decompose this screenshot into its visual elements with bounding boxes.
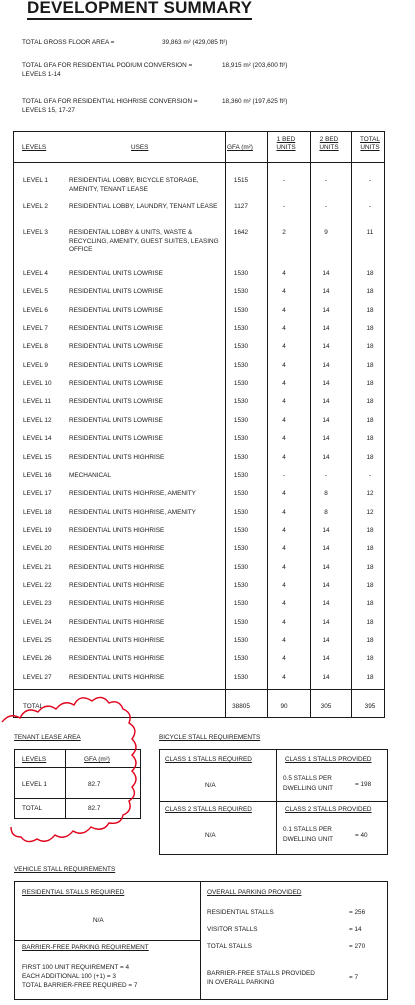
two-bed-cell: 14 xyxy=(322,581,330,589)
tenant-row-level: LEVEL 1 xyxy=(22,781,47,788)
total-units-cell: 18 xyxy=(366,325,374,333)
gfa-cell: 1530 xyxy=(233,673,249,681)
uses-cell: RESIDENTIAL UNITS LOWRISE xyxy=(69,288,163,296)
uses-cell: RESIDENTIAL UNITS HIGHRISE xyxy=(69,453,165,461)
visitor-stalls-value: = 14 xyxy=(349,926,362,933)
two-bed-cell: 9 xyxy=(324,229,328,236)
uses-cell: RESIDENTIAL UNITS HIGHRISE xyxy=(69,600,165,608)
residential-required-value: N/A xyxy=(93,917,104,924)
uses-cell: RESIDENTIAL UNITS HIGHRISE xyxy=(69,637,165,644)
overall-parking-header: OVERALL PARKING PROVIDED xyxy=(207,889,302,896)
header-total-line1: TOTAL xyxy=(359,136,380,143)
gfa-cell: 1515 xyxy=(233,177,249,184)
two-bed-cell: 14 xyxy=(322,618,330,626)
class1-required-value: N/A xyxy=(205,782,216,789)
total-units-cell: - xyxy=(368,177,372,184)
gfa-cell: 1530 xyxy=(233,490,249,498)
total-units-cell: 18 xyxy=(366,288,374,296)
gfa-cell: 1530 xyxy=(233,343,249,351)
total-units-cell: 18 xyxy=(366,526,374,534)
gfa-cell: 1530 xyxy=(233,288,249,296)
one-bed-cell: 4 xyxy=(282,618,286,626)
two-bed-cell: 14 xyxy=(322,637,330,644)
vehicle-table xyxy=(14,881,388,1000)
uses-cell: RESIDENTIAL UNITS LOWRISE xyxy=(69,416,163,424)
uses-cell: RESIDENTIAL UNITS HIGHRISE, AMENITY xyxy=(69,490,196,498)
total-units: 395 xyxy=(364,703,376,710)
level-cell: LEVEL 22 xyxy=(23,581,52,589)
gfa-cell: 1530 xyxy=(233,380,249,388)
level-cell: LEVEL 16 xyxy=(23,471,52,479)
uses-cell: RESIDENTIAL UNITS LOWRISE xyxy=(69,343,163,351)
residential-required-header: RESIDENTIAL STALLS REQUIRED xyxy=(22,889,125,896)
class1-required-header: CLASS 1 STALLS REQUIRED xyxy=(165,756,252,763)
level-cell: LEVEL 20 xyxy=(23,545,52,553)
gfa-cell: 1530 xyxy=(233,416,249,424)
uses-cell: RESIDENTIAL UNITS HIGHRISE xyxy=(69,618,165,626)
total-gfa-label: TOTAL GROSS FLOOR AREA = xyxy=(22,39,115,46)
gfa-cell: 1530 xyxy=(233,563,249,571)
level-cell: LEVEL 15 xyxy=(23,453,52,461)
total-units-cell: 18 xyxy=(366,416,374,424)
one-bed-cell: 4 xyxy=(282,453,286,461)
class2-provided-rate-1: 0.1 STALLS PER xyxy=(283,826,332,833)
one-bed-cell: 4 xyxy=(282,490,286,498)
two-bed-cell: 14 xyxy=(322,545,330,553)
two-bed-cell: 14 xyxy=(322,453,330,461)
gfa-cell: 1530 xyxy=(233,526,249,534)
level-cell: LEVEL 25 xyxy=(23,637,52,644)
barrier-free-requirement-header: BARRIER-FREE PARKING REQUIREMENT xyxy=(22,944,149,951)
uses-cell: RESIDENTIAL UNITS HIGHRISE xyxy=(69,655,165,663)
level-cell: LEVEL 7 xyxy=(23,325,48,333)
total-1bed: 90 xyxy=(280,703,288,710)
one-bed-cell: 4 xyxy=(282,673,286,681)
uses-cell: RESIDENTIAL UNITS HIGHRISE xyxy=(69,545,165,553)
one-bed-cell: 4 xyxy=(282,435,286,443)
barrier-free-line-1: FIRST 100 UNIT REQUIREMENT = 4 xyxy=(22,964,130,971)
one-bed-cell: 4 xyxy=(282,288,286,296)
two-bed-cell: 14 xyxy=(322,526,330,534)
total-units-cell: - xyxy=(368,203,372,210)
gfa-cell: 1530 xyxy=(233,508,249,516)
uses-cell: RESIDENTIAL UNITS LOWRISE xyxy=(69,398,163,406)
one-bed-cell: 4 xyxy=(282,398,286,406)
highrise-label: TOTAL GFA FOR RESIDENTIAL HIGHRISE CONVERSION = xyxy=(22,98,198,105)
class2-required-header: CLASS 2 STALLS REQUIRED xyxy=(165,806,252,813)
uses-cell: RESIDENTIAL UNITS HIGHRISE xyxy=(69,563,165,571)
level-cell: LEVEL 3 xyxy=(23,229,48,236)
tenant-row-gfa: 82.7 xyxy=(88,781,101,788)
barrier-free-provided-2: IN OVERALL PARKING xyxy=(207,979,275,986)
total-units-cell: 18 xyxy=(366,380,374,388)
uses-cell: RESIDENTIAL UNITS LOWRISE xyxy=(69,325,163,333)
one-bed-cell: 4 xyxy=(282,343,286,351)
gfa-cell: 1530 xyxy=(233,655,249,663)
highrise-levels: LEVELS 15, 17-27 xyxy=(22,107,75,114)
highrise-value: 18,360 m² (197,625 ft²) xyxy=(222,98,288,105)
two-bed-cell: 14 xyxy=(322,306,330,314)
total-units-cell: 18 xyxy=(366,361,374,369)
tenant-total-label: TOTAL xyxy=(22,805,43,812)
gfa-cell: 1642 xyxy=(233,229,249,236)
gfa-cell: 1530 xyxy=(233,581,249,589)
residential-stalls-value: = 256 xyxy=(349,909,366,916)
total-units-cell: 18 xyxy=(366,637,374,644)
header-gfa: GFA (m²) xyxy=(227,144,253,151)
one-bed-cell: 4 xyxy=(282,508,286,516)
uses-cell: RESIDENTIAL UNITS HIGHRISE xyxy=(69,526,165,534)
total-units-cell: 18 xyxy=(366,453,374,461)
two-bed-cell: - xyxy=(324,471,328,479)
level-cell: LEVEL 1 xyxy=(23,177,48,184)
total-units-cell: 18 xyxy=(366,600,374,608)
one-bed-cell: 4 xyxy=(282,416,286,424)
one-bed-cell: 4 xyxy=(282,270,286,277)
class1-provided-value: = 198 xyxy=(355,781,372,788)
uses-cell: RESIDENTIAL LOBBY, LAUNDRY, TENANT LEASE xyxy=(69,203,218,210)
residential-stalls-label: RESIDENTIAL STALLS xyxy=(207,909,274,916)
gfa-cell: 1530 xyxy=(233,435,249,443)
level-cell: LEVEL 23 xyxy=(23,600,52,608)
gfa-cell: 1530 xyxy=(233,306,249,314)
page-title: DEVELOPMENT SUMMARY xyxy=(27,0,252,20)
uses-cell: RESIDENTIAL UNITS HIGHRISE xyxy=(69,581,165,589)
uses-cell: RESIDENTIAL UNITS LOWRISE xyxy=(69,380,163,388)
gfa-cell: 1127 xyxy=(234,203,248,210)
total-units-cell: 11 xyxy=(366,229,374,236)
two-bed-cell: 14 xyxy=(322,361,330,369)
one-bed-cell: 4 xyxy=(282,581,286,589)
header-2bed-line1: 2 BED xyxy=(319,136,339,143)
one-bed-cell: 4 xyxy=(282,361,286,369)
one-bed-cell: - xyxy=(282,471,286,479)
level-cell: LEVEL 18 xyxy=(23,508,52,516)
tenant-title: TENANT LEASE AREA xyxy=(14,734,81,741)
gfa-cell: 1530 xyxy=(233,471,249,479)
level-cell: LEVEL 27 xyxy=(23,673,52,681)
two-bed-cell: 14 xyxy=(322,288,330,296)
gfa-cell: 1530 xyxy=(233,600,249,608)
class2-provided-value: = 40 xyxy=(355,832,368,839)
level-cell: LEVEL 14 xyxy=(23,435,52,443)
class1-provided-rate-2: DWELLING UNIT xyxy=(283,785,334,792)
one-bed-cell: 4 xyxy=(282,380,286,388)
total-units-cell: 18 xyxy=(366,655,374,663)
one-bed-cell: 4 xyxy=(282,306,286,314)
two-bed-cell: 14 xyxy=(322,563,330,571)
total-units-cell: 18 xyxy=(366,270,374,277)
total-units-cell: 18 xyxy=(366,306,374,314)
gfa-cell: 1530 xyxy=(233,398,249,406)
header-levels: LEVELS xyxy=(22,144,47,151)
total-units-cell: 12 xyxy=(366,490,374,498)
revision-cloud-outline xyxy=(2,697,136,841)
two-bed-cell: 14 xyxy=(322,270,330,277)
one-bed-cell: - xyxy=(282,203,286,210)
total-units-cell: 18 xyxy=(366,545,374,553)
gfa-cell: 1530 xyxy=(233,618,249,626)
total-stalls-value: = 270 xyxy=(349,943,366,950)
two-bed-cell: - xyxy=(324,203,328,210)
total-units-cell: 18 xyxy=(366,563,374,571)
uses-cell: RESIDENTIAL UNITS HIGHRISE, AMENITY xyxy=(69,508,196,516)
two-bed-cell: 14 xyxy=(322,655,330,663)
level-cell: LEVEL 12 xyxy=(23,416,52,424)
class1-provided-header: CLASS 1 STALLS PROVIDED xyxy=(285,756,372,763)
level-cell: LEVEL 6 xyxy=(23,306,48,314)
one-bed-cell: 4 xyxy=(282,325,286,333)
header-uses: USES xyxy=(131,144,149,151)
one-bed-cell: 4 xyxy=(282,526,286,534)
one-bed-cell: 4 xyxy=(282,563,286,571)
total-units-cell: 18 xyxy=(366,618,374,626)
header-1bed-line2: UNITS xyxy=(276,144,296,151)
two-bed-cell: 14 xyxy=(322,325,330,333)
two-bed-cell: 14 xyxy=(322,343,330,351)
two-bed-cell: 14 xyxy=(322,600,330,608)
podium-levels: LEVELS 1-14 xyxy=(22,71,61,78)
tenant-header-levels: LEVELS xyxy=(22,756,47,763)
gfa-cell: 1530 xyxy=(233,325,249,333)
tenant-header-gfa: GFA (m²) xyxy=(84,756,110,763)
level-cell: LEVEL 2 xyxy=(23,203,48,210)
level-cell: LEVEL 8 xyxy=(23,343,48,351)
gfa-cell: 1530 xyxy=(233,637,249,644)
uses-cell: RESIDENTIAL LOBBY, BICYCLE STORAGE, AMENITY, TENANT LEASE xyxy=(69,177,199,193)
uses-cell: RESIDENTIAL UNITS LOWRISE xyxy=(69,270,163,277)
uses-cell: RESIDENTAIL LOBBY & UNITS, WASTE & RECYCLING, AMENITY, GUEST SUITES, LEASING OFFICE xyxy=(69,229,219,253)
two-bed-cell: 14 xyxy=(322,435,330,443)
level-cell: LEVEL 19 xyxy=(23,526,52,534)
header-total-line2: UNITS xyxy=(360,144,380,151)
total-units-cell: 18 xyxy=(366,581,374,589)
header-1bed-line1: 1 BED xyxy=(276,136,296,143)
two-bed-cell: 14 xyxy=(322,673,330,681)
gfa-cell: 1530 xyxy=(233,545,249,553)
uses-cell: RESIDENTIAL UNITS HIGHRISE xyxy=(69,673,165,681)
bicycle-table xyxy=(159,749,388,855)
gfa-cell: 1530 xyxy=(233,361,249,369)
total-label: TOTAL xyxy=(23,703,44,710)
two-bed-cell: 8 xyxy=(324,508,328,516)
total-units-cell: - xyxy=(368,471,372,479)
level-cell: LEVEL 26 xyxy=(23,655,52,663)
two-bed-cell: 14 xyxy=(322,380,330,388)
total-gfa: 38805 xyxy=(232,703,250,710)
total-units-cell: 18 xyxy=(366,435,374,443)
total-2bed: 305 xyxy=(320,703,332,710)
level-cell: LEVEL 17 xyxy=(23,490,52,498)
two-bed-cell: 14 xyxy=(322,416,330,424)
total-units-cell: 12 xyxy=(366,508,374,516)
barrier-free-provided-value: = 7 xyxy=(349,974,359,981)
level-cell: LEVEL 4 xyxy=(23,270,48,277)
class2-provided-rate-2: DWELLING UNIT xyxy=(283,836,334,843)
bicycle-title: BICYCLE STALL REQUIREMENTS xyxy=(159,734,261,741)
one-bed-cell: 2 xyxy=(282,229,286,236)
uses-cell: RESIDENTIAL UNITS LOWRISE xyxy=(69,361,163,369)
one-bed-cell: 4 xyxy=(282,600,286,608)
vehicle-title: VEHICLE STALL REQUIREMENTS xyxy=(14,866,116,873)
barrier-free-line-2: EACH ADDITIONAL 100 (+1) = 3 xyxy=(22,973,116,980)
two-bed-cell: 14 xyxy=(322,398,330,406)
tenant-total-gfa: 82.7 xyxy=(88,805,101,812)
visitor-stalls-label: VISITOR STALLS xyxy=(207,926,258,933)
two-bed-cell: - xyxy=(324,177,328,184)
level-cell: LEVEL 5 xyxy=(23,288,48,296)
header-2bed-line2: UNITS xyxy=(319,144,339,151)
barrier-free-provided-1: BARRIER-FREE STALLS PROVIDED xyxy=(207,970,315,977)
total-gfa-value: 39,863 m² (429,085 ft²) xyxy=(162,39,228,46)
podium-label: TOTAL GFA FOR RESIDENTIAL PODIUM CONVERSION = xyxy=(22,62,193,69)
level-cell: LEVEL 10 xyxy=(23,380,52,388)
uses-cell: MECHANICAL xyxy=(69,471,111,479)
level-cell: LEVEL 21 xyxy=(23,563,52,571)
one-bed-cell: 4 xyxy=(282,655,286,663)
gfa-cell: 1530 xyxy=(233,270,249,277)
total-stalls-label: TOTAL STALLS xyxy=(207,943,252,950)
podium-value: 18,915 m² (203,600 ft²) xyxy=(222,62,288,69)
two-bed-cell: 8 xyxy=(324,490,328,498)
one-bed-cell: - xyxy=(282,177,286,184)
level-cell: LEVEL 11 xyxy=(23,398,52,406)
total-units-cell: 18 xyxy=(366,673,374,681)
one-bed-cell: 4 xyxy=(282,545,286,553)
class2-provided-header: CLASS 2 STALLS PROVIDED xyxy=(285,806,372,813)
level-cell: LEVEL 24 xyxy=(23,618,52,626)
class2-required-value: N/A xyxy=(205,832,216,839)
barrier-free-line-3: TOTAL BARRIER-FREE REQUIRED = 7 xyxy=(22,982,138,989)
uses-cell: RESIDENTIAL UNITS LOWRISE xyxy=(69,435,163,443)
class1-provided-rate-1: 0.5 STALLS PER xyxy=(283,775,332,782)
total-units-cell: 18 xyxy=(366,398,374,406)
one-bed-cell: 4 xyxy=(282,637,286,644)
level-cell: LEVEL 9 xyxy=(23,361,48,369)
uses-cell: RESIDENTIAL UNITS LOWRISE xyxy=(69,306,163,314)
total-units-cell: 18 xyxy=(366,343,374,351)
gfa-cell: 1530 xyxy=(233,453,249,461)
